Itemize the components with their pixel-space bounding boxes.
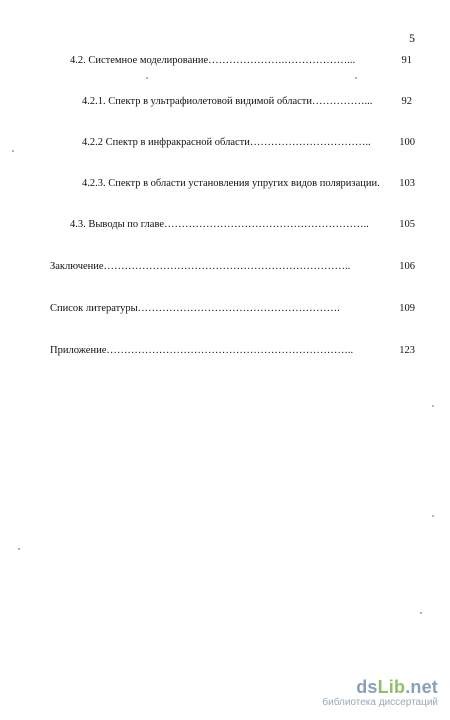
scan-speck [420, 612, 422, 614]
scan-speck [432, 405, 434, 407]
toc-entry-conclusion: Заключение…………………………………………………………….. [50, 261, 351, 272]
toc-entry-references: Список литературы…………………………………………………. [50, 303, 340, 314]
scan-speck [18, 548, 20, 550]
toc-page-conclusion: 106 [399, 261, 415, 272]
watermark [322, 677, 438, 708]
watermark-subtitle: библиотека диссертаций [322, 697, 438, 708]
toc-page-4-2-3: 103 [399, 178, 415, 189]
toc-page-references: 109 [399, 303, 415, 314]
scan-speck [432, 515, 434, 517]
toc-page-4-2-1: 92 [401, 96, 412, 107]
scan-speck [146, 77, 148, 79]
scan-speck [355, 77, 357, 79]
page-number: 5 [409, 31, 415, 45]
toc-page-4-3: 105 [399, 219, 415, 230]
toc-entry-4-2-2: 4.2.2 Спектр в инфракрасной области…………………………….. [82, 137, 371, 148]
toc-entry-appendix: Приложение…………………………………………………………….. [50, 345, 354, 356]
toc-entry-4-2-1: 4.2.1. Спектр в ультрафиолетовой видимой области……………... [82, 96, 373, 107]
toc-page-4-2: 91 [401, 55, 412, 66]
toc-page-4-2-2: 100 [399, 137, 415, 148]
watermark-logo: dsLib.net [356, 677, 438, 697]
scan-speck [12, 150, 14, 152]
toc-entry-4-2-3: 4.2.3. Спектр в области установления упругих видов поляризации. [82, 178, 380, 189]
toc-entry-4-3: 4.3. Выводы по главе………………………………………………….. [70, 219, 369, 230]
toc-entry-4-2: 4.2. Системное моделирование………………….………………... [70, 55, 356, 66]
toc-page-appendix: 123 [399, 345, 415, 356]
